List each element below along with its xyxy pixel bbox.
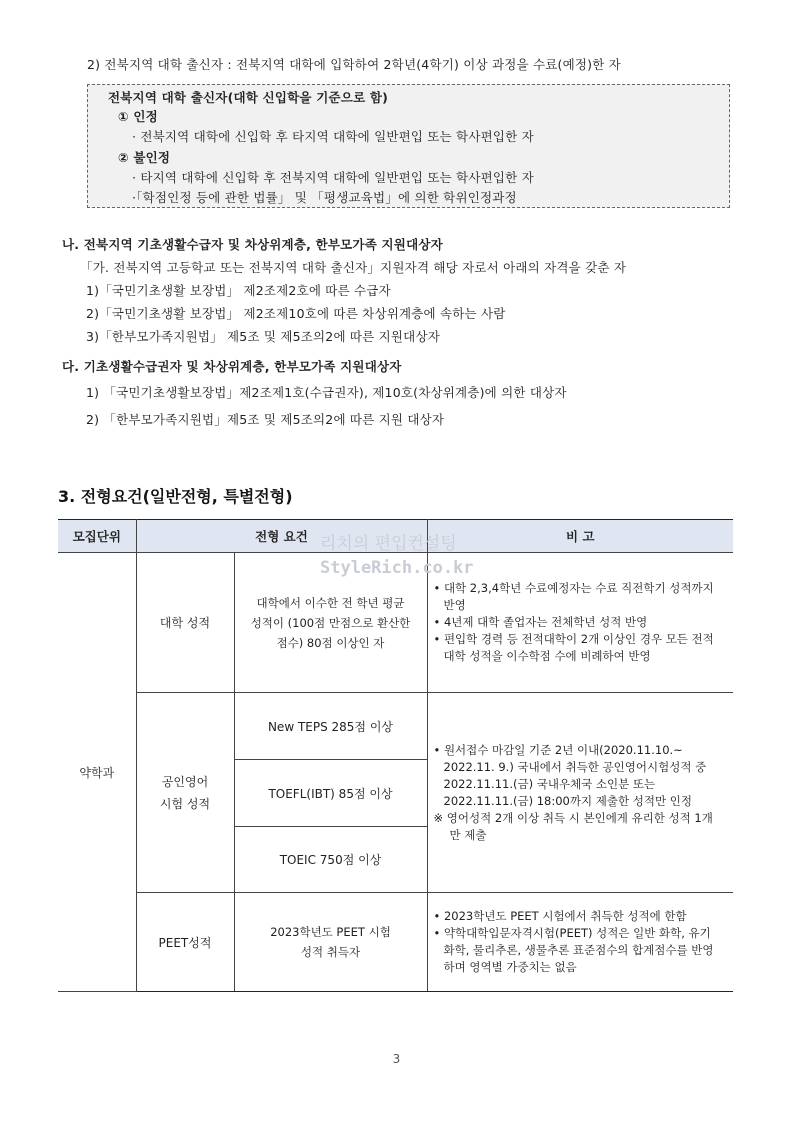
not-recognized-item: · 타지역 대학에 신입학 후 전북지역 대학에 일반편입 또는 학사편입한 자 xyxy=(132,170,534,185)
table-row xyxy=(58,553,733,693)
header-unit: 모집단위 xyxy=(58,520,136,553)
english-test: New TEPS 285점 이상 xyxy=(234,693,427,760)
english-category-line: 공인영어 xyxy=(161,774,209,789)
section-na-intro: 「가. 전북지역 고등학교 또는 전북지역 대학 출신자」지원자격 해당 자로서 아래의 자격을 갖춘 자 xyxy=(80,260,627,275)
recognized-heading: ① 인정 xyxy=(118,109,158,124)
note-item: ※ 영어성적 2개 이상 취득 시 본인에게 유리한 성적 1개만 제출 xyxy=(433,810,713,842)
section-na-heading: 나. 전북지역 기초생활수급자 및 차상위계층, 한부모가족 지원대상자 xyxy=(62,237,443,252)
unit-cell: 약학과 xyxy=(58,553,136,992)
note-item: • 대학 2,3,4학년 수료예정자는 수료 직전학기 성적까지 반영 xyxy=(433,581,714,612)
info-box xyxy=(87,84,730,208)
english-category xyxy=(136,693,234,893)
section-na-item: 1)「국민기초생활 보장법」 제2조제2호에 따른 수급자 xyxy=(86,283,391,298)
note-item: • 약학대학입문자격시험(PEET) 성적은 일반 화학, 유기 화학, 물리추론, 생물추론 표준점수의 합계점수를 반영하며 영역별 가중치는 없음 xyxy=(433,926,714,974)
section-na-item: 2)「국민기초생활 보장법」 제2조제10호에 따른 차상위계층에 속하는 사람 xyxy=(86,306,506,321)
header-requirements: 전형 요건 xyxy=(136,520,427,553)
intro-line: 2) 전북지역 대학 출신자 : 전북지역 대학에 입학하여 2학년(4학기) 이상 과정을 수료(예정)한 자 xyxy=(87,57,621,72)
section-da-heading: 다. 기초생활수급권자 및 차상위계층, 한부모가족 지원대상자 xyxy=(62,359,402,374)
info-box-title: 전북지역 대학 출신자(대학 신입학을 기준으로 함) xyxy=(108,90,389,105)
peet-criteria xyxy=(234,893,427,992)
watermark-line: StyleRich.co.kr xyxy=(320,558,474,578)
gpa-criteria-line: 대학에서 이수한 전 학년 평균 xyxy=(256,595,405,610)
gpa-criteria xyxy=(234,553,427,693)
watermark-line: 리치의 편입컨설팅 xyxy=(320,534,457,554)
page-number: 3 xyxy=(392,1052,401,1066)
english-test: TOEFL(IBT) 85점 이상 xyxy=(234,760,427,827)
requirements-table xyxy=(58,519,733,992)
peet-criteria-line: 2023학년도 PEET 시험 xyxy=(270,925,391,939)
table-row xyxy=(58,693,733,760)
section3-title: 3. 전형요건(일반전형, 특별전형) xyxy=(58,487,293,506)
english-notes xyxy=(427,693,733,893)
header-remarks: 비 고 xyxy=(427,520,733,553)
recognized-item: · 전북지역 대학에 신입학 후 타지역 대학에 일반편입 또는 학사편입한 자 xyxy=(132,129,534,144)
gpa-category: 대학 성적 xyxy=(136,553,234,693)
not-recognized-item: ·「학점인정 등에 관한 법률」 및 「평생교육법」에 의한 학위인정과정 xyxy=(132,190,517,205)
peet-criteria-line: 성적 취득자 xyxy=(300,945,361,959)
gpa-criteria-line: 점수) 80점 이상인 자 xyxy=(276,635,385,650)
section-da-item: 1) 「국민기초생활보장법」제2조제1호(수급권자), 제10호(차상위계층)에 의한 대상자 xyxy=(86,385,567,400)
section-da-item: 2) 「한부모가족지원법」제5조 및 제5조의2에 따른 지원 대상자 xyxy=(86,412,445,427)
english-category-line: 시험 성적 xyxy=(159,796,211,811)
note-item: • 편입학 경력 등 전적대학이 2개 이상인 경우 모든 전적대학 성적을 이수학점 수에 비례하여 반영 xyxy=(433,632,714,663)
note-item: • 2023학년도 PEET 시험에서 취득한 성적에 한함 xyxy=(433,909,687,923)
peet-category: PEET성적 xyxy=(136,893,234,992)
peet-notes xyxy=(427,893,733,992)
table-row xyxy=(58,893,733,992)
english-test: TOEIC 750점 이상 xyxy=(234,827,427,893)
not-recognized-heading: ② 불인정 xyxy=(118,150,171,165)
note-item: • 4년제 대학 졸업자는 전체학년 성적 반영 xyxy=(433,615,648,629)
section-na-item: 3)「한부모가족지원법」 제5조 및 제5조의2에 따른 지원대상자 xyxy=(86,329,441,344)
note-item: • 원서접수 마감일 기준 2년 이내(2020.11.10.~ 2022.11. 9.) 국내에서 취득한 공인영어시험성적 중 2022.11.11.(금) 국내우체국 소인분 또는 2022.11.11.(금) 18:00까지 제출한 성적만 인정 xyxy=(433,742,707,808)
gpa-notes xyxy=(427,553,733,693)
gpa-criteria-line: 성적이 (100점 만점으로 환산한 xyxy=(250,615,411,630)
